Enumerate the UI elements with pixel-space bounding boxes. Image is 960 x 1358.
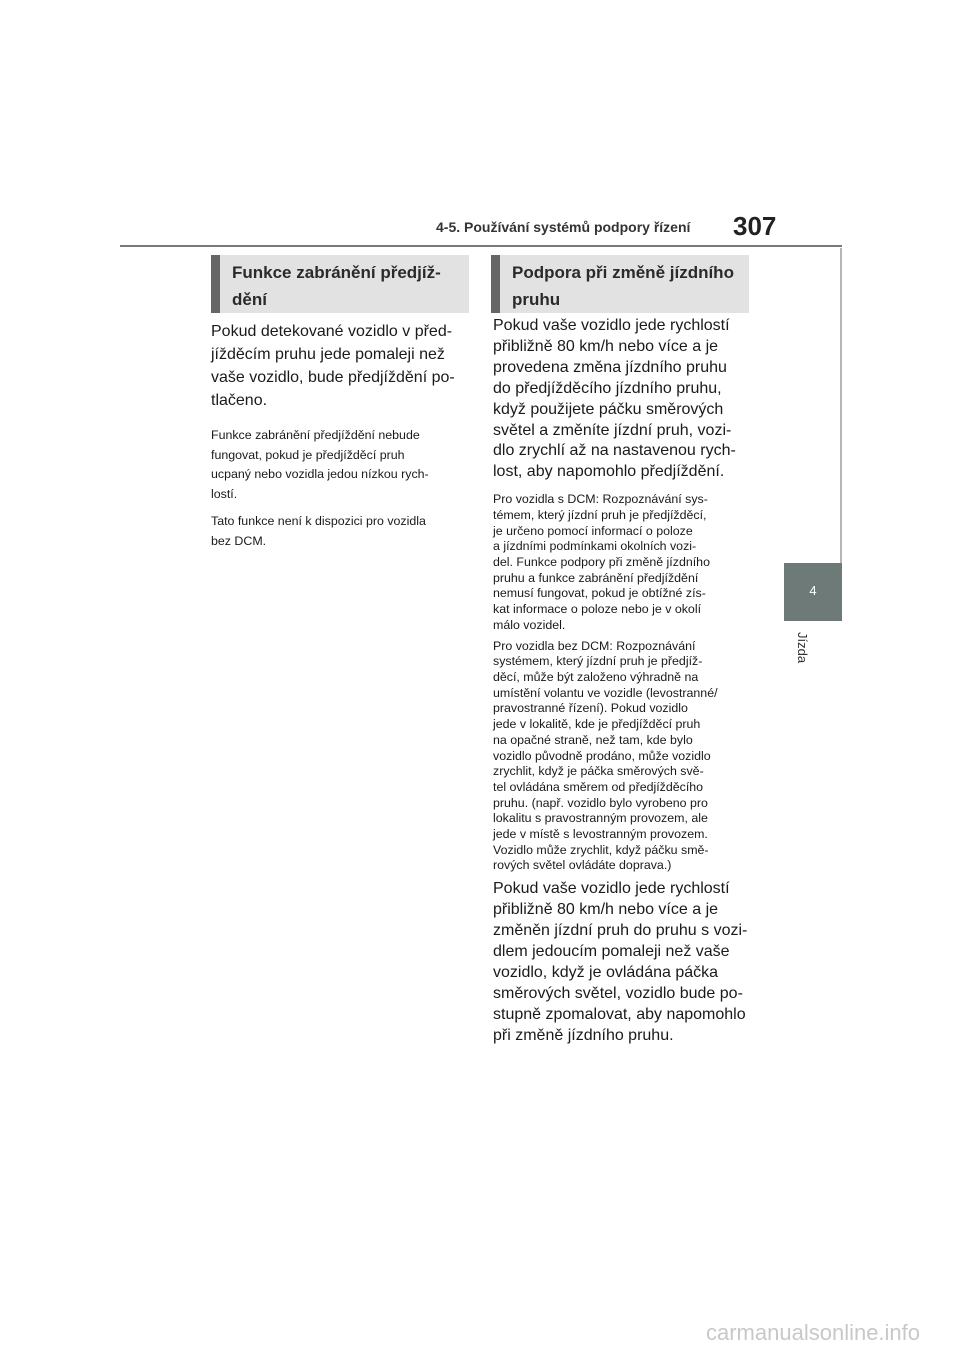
header-divider [120,245,842,247]
running-header-section: 4-5. Používání systémů podpory řízení [436,219,691,235]
left-column [211,320,473,558]
page-number: 307 [733,211,777,241]
section-title-lane-change-assist: Podpora při změně jízdního pruhu [491,255,749,313]
right-paragraph-2: Pokud vaše vozidlo jede rychlostí přibližně 80 km/h nebo více a je změněn jízdní pruh do pruhu s vozi- dlem jedoucím pomaleji než vaše vozidlo, když je ovládána páčka směrových světel, vozidlo bude po- stupně zpomalovat, aby napomohlo při změně jízdního pruhu. [493,880,748,1045]
right-column [493,316,755,1046]
left-note-2: Tato funkce není k dispozici pro vozidla bez DCM. [211,514,426,548]
chapter-tab-number: 4 [809,583,817,598]
right-paragraph-1: Pokud vaše vozidlo jede rychlostí přibližně 80 km/h nebo více a je provedena změna jízdního pruhu do předjížděcího jízdního pruhu, když použijete páčku směrových světel a změníte jízdní pruh, vozi- dlo zrychlí až na nastavenou rych- lost, aby napomohlo předjíždění. [493,317,736,481]
section-title-overtake-prevention: Funkce zabránění předjíž- dění [211,255,469,313]
side-divider [840,248,842,563]
left-paragraph: Pokud detekované vozidlo v před- jížděcím pruhu jede pomaleji než vaše vozidlo, bude předjíždění po- tlačeno. [211,323,455,409]
right-note-1: Pro vozidla s DCM: Rozpoznávání sys- témem, který jízdní pruh je předjížděcí, je určeno pomocí informací o poloze a jízdními podmínkami okolních vozi- del. Funkce podpory při změně jízdního pruhu a funkce zabránění předjíždění nemusí fungovat, pokud je obtížné zís- kat informace o poloze nebo je v okolí málo vozidel. [493,492,710,632]
chapter-label: Jízda [795,632,810,664]
right-note-2: Pro vozidla bez DCM: Rozpoznávání systémem, který jízdní pruh je předjíž- děcí, může být založeno výhradně na umístění volantu ve vozidle (levostranné/ pravostranné řízení). Pokud vozidlo jede v lokalitě, kde je předjížděcí pruh na opačné straně, než tam, kde bylo vozidlo původně prodáno, může vozidlo zrychlit, když je páčka směrových svě- tel ovládána směrem od předjížděcího pruhu. (např. vozidlo bylo vyrobeno pro lokalitu s pravostranným provozem, ale jede v místě s levostranným provozem. Vozidlo může zrychlit, když páčku smě- rových světel ovládáte doprava.) [493,638,718,873]
chapter-tab[interactable] [784,563,842,621]
watermark: carmanualsonline.info [706,1320,921,1345]
left-note-1: Funkce zabránění předjíždění nebude fungovat, pokud je předjížděcí pruh ucpaný nebo vozidla jedou nízkou rych- lostí. [211,428,429,501]
